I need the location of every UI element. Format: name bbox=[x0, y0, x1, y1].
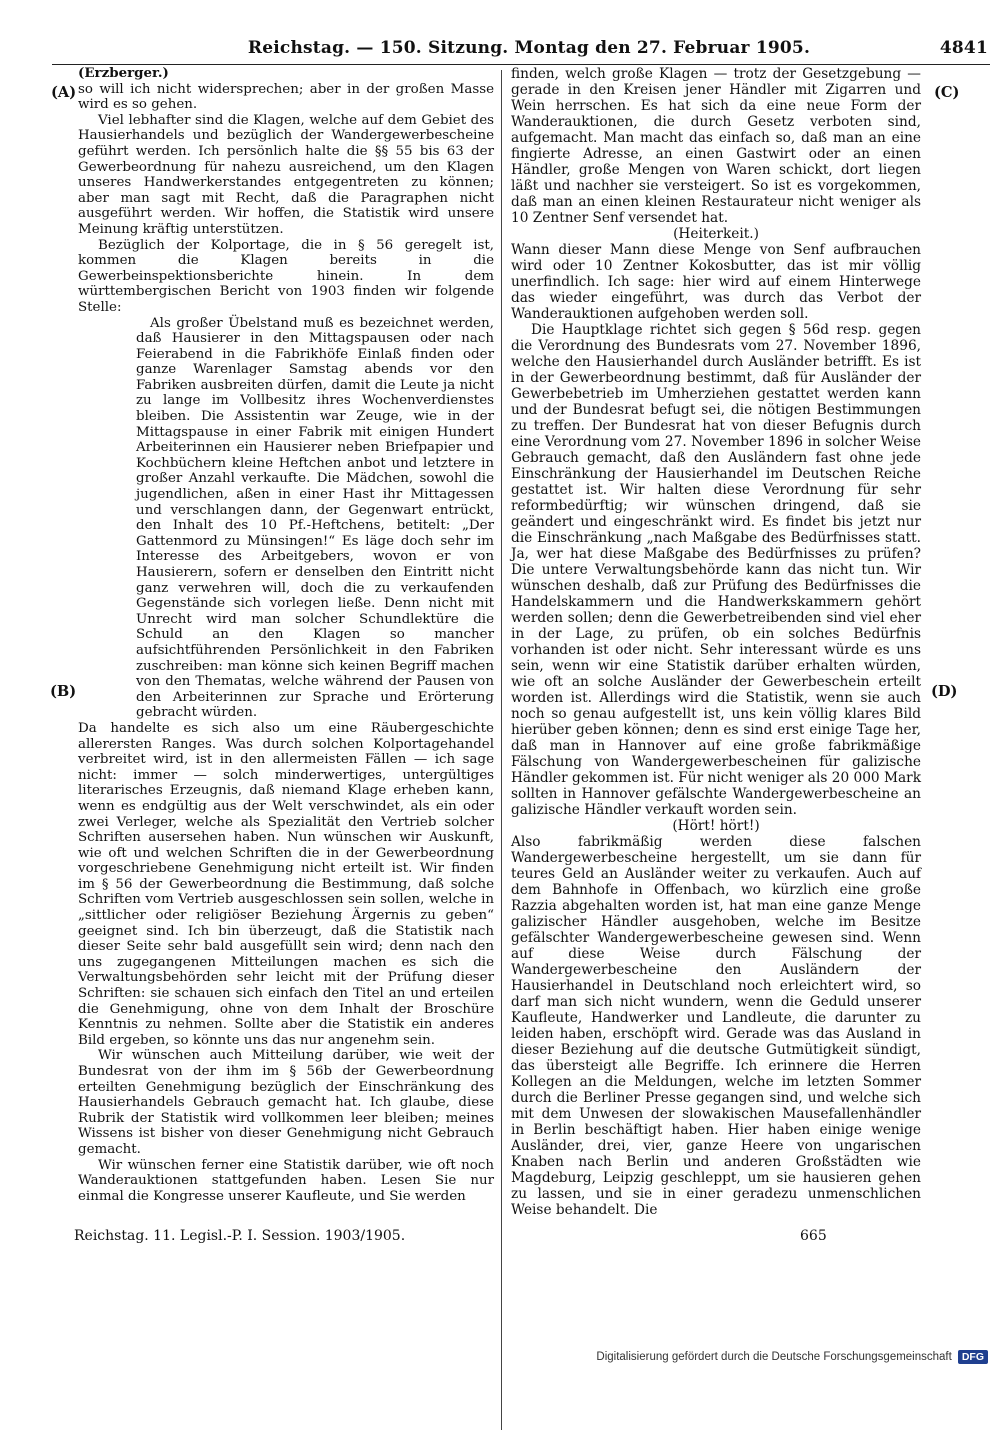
paragraph: Die Hauptklage richtet sich gegen § 56d resp. gegen die Verordnung des Bundesrats vom 27. November 1896, welche den Hausierhandel durch Ausländer betrifft. Es ist in der Gewerbeordnung bestimmt, daß für Ausländer der Gewerbebetrieb im Umherziehen gestattet werden kann und der Bundesrat befugt sei, die nötigen Bestimmungen zu treffen. Der Bundesrat hat von dieser Befugnis durch eine Verordnung vom 27. November 1896 in solcher Weise Gebrauch gemacht, daß den Ausländern fast ohne jede Einschränkung der Hausierhandel im Deutschen Reiche gestattet ist. Wir halten diese Verordnung für sehr reformbedürftig; wir wünschen dringend, daß sie geändert und eingeschränkt wird. Es findet bis jetzt nur die Einschränkung „nach Maßgabe des Bedürfnisses statt. Ja, wer hat diese Maßgabe des Bedürfnisses zu prüfen? Die untere Verwaltungsbehörde kann das nicht tun. Wir wünschen deshalb, daß zur Prüfung des Bedürfnisses die Handelskammern und die Handwerkskammern gehört werden sollen; denn die Gewerbetreibenden sind viel eher in der Lage, zu prüfen, ob ein solches Bedürfnis vorhanden ist oder nicht. Sehr interessant würde es uns sein, wenn wir eine Statistik darüber erhalten würden, wie oft an solche Ausländer der Gewerbeschein erteilt worden ist. Allerdings wird die Statistik, wenn sie auch noch so genau aufgestellt ist, uns kein völlig klares Bild hierüber geben können; denn es sind erst einige Tage her, daß man in Hannover auf eine große fabrikmäßige Fälschung von Wandergewerbescheinen für galizische Händler gekommen ist. Für nicht weniger als 20 000 Mark sollten in Hannover gefälschte Wandergewerbescheine an galizische Händler verkauft worden sein. bbox=[511, 322, 921, 818]
interjection: (Hört! hört!) bbox=[672, 818, 760, 834]
page-number: 4841 bbox=[939, 38, 988, 58]
dfg-logo-icon: DFG bbox=[958, 1350, 988, 1364]
funding-text: Digitalisierung gefördert durch die Deutsche Forschungsgemeinschaft bbox=[596, 1351, 952, 1363]
paragraph: finden, welch große Klagen — trotz der Gesetzgebung — gerade in den Kreisen jener Händler mit Zigarren und Wein herrschen. Es hat sich da eine neue Form der Wanderauktionen, die durch Gesetz verboten sind, aufgemacht. Man macht das einfach so, daß man an eine fingierte Adresse, an einen Gastwirt oder an einen Händler, große Mengen von Waren schickt, dort liegen läßt und nachher sie versteigert. So ist es vorgekommen, daß man an einen kleinen Restaurateur nicht weniger als 10 Zentner Senf versendet hat. bbox=[511, 66, 921, 226]
block-quote: Als großer Übelstand muß es bezeichnet werden, daß Hausierer in den Mittagspausen oder nach Feierabend in die Fabrikhöfe Einlaß finden oder ganze Warenlager Samstag abends vor den Fabriken ausbreiten dürfen, damit die Leute ja nicht zu lange im Vollbesitz ihres Wochenverdienstes bleiben. Die Assistentin war Zeuge, wie in der Mittagspause in einer Fabrik mit einigen Hundert Arbeiterinnen ein Hausierer neben Briefpapier und Kochbüchern kleine Heftchen anbot und letztere in großer Anzahl verkaufte. Die Mädchen, sowohl die jugendlichen, aßen in einer Hast ihr Mittagessen und verschlangen dann, der Gegenwart entrückt, den Inhalt des 10 Pf.-Heftchens, betitelt: „Der Gattenmord zu Münsingen!“ Es läge doch sehr im Interesse des Arbeitgebers, wovon er von Hausierern, sofern er denselben den Eintritt nicht ganz verwehren will, doch die zu verkaufenden Gegenstände sich vorlegen ließe. Denn nicht mit Unrecht wird man solcher Schundlektüre die Schuld an den Klagen so mancher aufsichtführenden Persönlichkeit in den Fabriken zuschreiben: man könne sich keinen Begriff machen von den Thematas, welche während der Pausen von den Arbeiterinnen zur Sprache und Erörterung gebracht würden. bbox=[136, 315, 494, 721]
paragraph: so will ich nicht widersprechen; aber in der großen Masse wird es so gehen. bbox=[78, 81, 494, 113]
paragraph: Bezüglich der Kolportage, die in § 56 geregelt ist, kommen die Klagen bereits in die Gewerbeinspektionsberichte hinein. In dem württembergischen Bericht von 1903 finden wir folgende Stelle: bbox=[78, 237, 494, 315]
interjection: (Heiterkeit.) bbox=[673, 226, 759, 242]
running-title: Reichstag. — 150. Sitzung. Montag den 27. Februar 1905. bbox=[247, 38, 811, 58]
margin-mark-b: (B) bbox=[50, 683, 77, 700]
header-rule bbox=[52, 64, 990, 65]
paragraph: Wann dieser Mann diese Menge von Senf aufbrauchen wird oder 10 Zentner Kokosbutter, das ist mir völlig unerfindlich. Ich sage: hier wird auf einem Hinterwege das wieder eingeführt, was durch das Verbot der Wanderauktionen aufgehoben werden soll. bbox=[511, 242, 921, 322]
margin-mark-c: (C) bbox=[934, 84, 960, 101]
paragraph: Wir wünschen ferner eine Statistik darüber, wie oft noch Wanderauktionen stattgefunden haben. Lesen Sie nur einmal die Kongresse unserer Kaufleute, und Sie werden bbox=[78, 1157, 494, 1204]
right-column bbox=[511, 66, 921, 1218]
paragraph: Da handelte es sich also um eine Räubergeschichte allerersten Ranges. Was durch solchen Kolportagehandel verbreitet wird, ist in den allermeisten Fällen — ich sage nicht: immer — solch minderwertiges, untergültiges literarisches Erzeugnis, daß niemand Klage erheben kann, wenn es endgültig aus der Welt verschwindet, als ein oder zwei Verleger, welche als Spezialität den Vertrieb solcher Schriften ausersehen haben. Nun wünschen wir Auskunft, wie oft und welchen Schriften die in der Gewerbeordnung vorgeschriebene Genehmigung nicht erteilt ist. Wir finden im § 56 der Gewerbeordnung die Bestimmung, daß solche Schriften vom Vertrieb ausgeschlossen sein sollen, welche in „sittlicher oder religiöser Beziehung Ärgernis zu geben“ geeignet sind. Ich bin überzeugt, daß die Statistik nach dieser Seite sehr bald ausgefüllt sein wird; denn nach den uns zugegangenen Mitteilungen machen es sich die Verwaltungsbehörden sehr leicht mit der Prüfung dieser Schriften: sie schauen sich einfach den Titel an und erteilen die Genehmigung, ohne von dem Inhalt der Broschüre Kenntnis zu nehmen. Sollte aber die Statistik ein anderes Bild ergeben, so könnte uns das nur angenehm sein. bbox=[78, 720, 494, 1048]
funding-note bbox=[596, 1346, 988, 1368]
margin-mark-d: (D) bbox=[931, 683, 958, 700]
speaker-name: (Erzberger.) bbox=[78, 65, 169, 81]
paragraph: Wir wünschen auch Mitteilung darüber, wie weit der Bundesrat von der ihm im § 56b der Gewerbeordnung erteilten Genehmigung bezüglich der Einschränkung des Hausierhandels Gebrauch gemacht hat. Ich glaube, diese Rubrik der Statistik wird vollkommen leer bleiben; meines Wissens ist bisher von dieser Genehmigung nicht Gebrauch gemacht. bbox=[78, 1048, 494, 1157]
footer-session-info: Reichstag. 11. Legisl.-P. I. Session. 1903/1905. bbox=[74, 1228, 406, 1244]
margin-mark-a: (A) bbox=[51, 84, 77, 101]
left-column bbox=[78, 66, 494, 1204]
paragraph: Viel lebhafter sind die Klagen, welche auf dem Gebiet des Hausierhandels und bezüglich der Wandergewerbescheine geführt werden. Ich persönlich halte die §§ 55 bis 63 der Gewerbeordnung für nahezu ausreichend, um den Klagen unseres Handwerkerstandes entgegentreten zu können; aber man sagt mit Recht, daß die Paragraphen nicht ausgeführt werden. Wir hoffen, die Statistik wird unsere Meinung kräftig unterstützen. bbox=[78, 112, 494, 237]
column-divider bbox=[501, 70, 502, 1430]
footer-sheet-number: 665 bbox=[800, 1228, 827, 1244]
page-header bbox=[70, 34, 988, 64]
paragraph: Also fabrikmäßig werden diese falschen Wandergewerbescheine hergestellt, um sie dann für teures Geld an Ausländer weiter zu verkaufen. Auch auf dem Bahnhofe in Offenbach, wo kürzlich eine große Razzia abgehalten worden ist, hat man eine ganze Menge galizischer Händler ausgehoben, welche im Besitze gefälschter Wandergewerbescheine gewesen sind. Wenn auf diese Weise durch Fälschung der Wandergewerbescheine den Ausländern der Hausierhandel in Deutschland noch erleichtert wird, so darf man sich nicht wundern, wenn die Geduld unserer Kaufleute, Handwerker und Landleute, die darunter zu leiden haben, erschöpft wird. Gerade was das Ausland in dieser Beziehung auf die deutsche Gutmütigkeit sündigt, das übersteigt alle Begriffe. Ich erinnere die Herren Kollegen an die Meldungen, welche im letzten Sommer durch die Berliner Presse gegangen sind, und welche sich mit dem Unwesen der slowakischen Mausefallenhändler in Berlin beschäftigt haben. Hier haben einige wenige Ausländer, drei, vier, ganze Heere von ungarischen Knaben nach Berlin und anderen Großstädten wie Magdeburg, Leipzig geschleppt, um sie hausieren gehen zu lassen, und sie in einer geradezu unmenschlichen Weise behandelt. Die bbox=[511, 834, 921, 1218]
